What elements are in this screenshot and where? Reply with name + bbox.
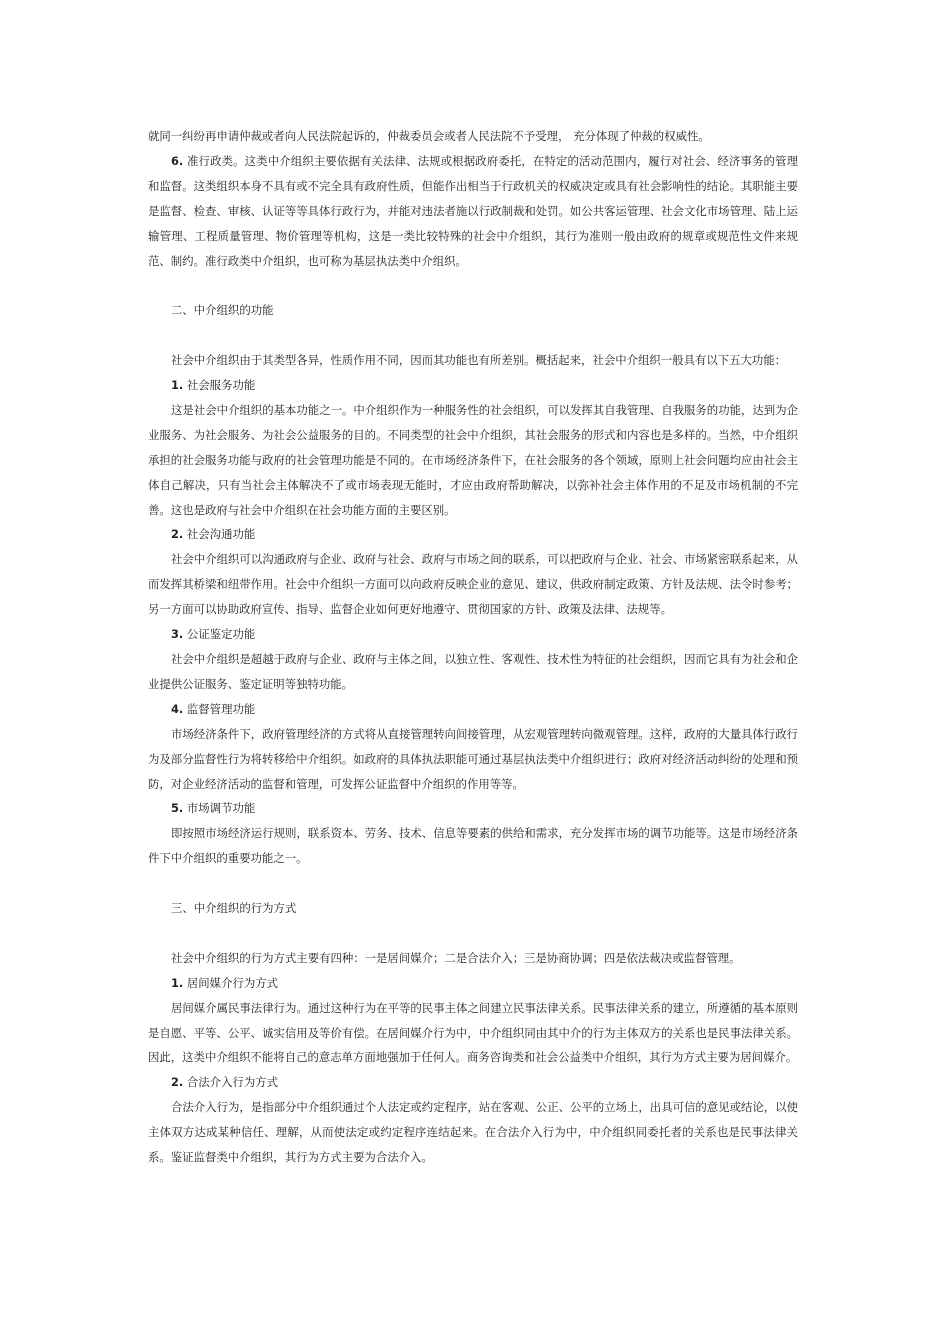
spacer <box>148 323 798 348</box>
paragraph-social-communication: 社会中介组织可以沟通政府与企业、政府与社会、政府与市场之间的联系，可以把政府与企业、社会、市场紧密联系起来，从而发挥其桥梁和纽带作用。社会中介组织一方面可以向政府反映企业的意见、建议，供政府制定政策、方针及法规、法令时参考；另一方面可以协助政府宣传、指导、监督企业如何更好地遵守、贯彻国家的方针、政策及法律、法规等。 <box>148 552 798 617</box>
subheading-text: 社会服务功能 <box>186 378 256 393</box>
item-number: 5. <box>171 801 184 816</box>
item-number: 1. <box>171 975 184 990</box>
subheading-social-communication <box>148 522 798 547</box>
paragraph-market-regulation: 即按照市场经济运行规则，联系资本、劳务、技术、信息等要素的供给和需求，充分发挥市场的调节功能等。这是市场经济条件下中介组织的重要功能之一。 <box>148 826 798 866</box>
paragraph-supervision: 市场经济条件下，政府管理经济的方式将从直接管理转向间接管理，从宏观管理转向微观管理。这样，政府的大量具体行政行为及部分监督性行为将转移给中介组织。如政府的具体执法职能可通过基层执法类中介组织进行；政府对经济活动纠纷的处理和预防，对企业经济活动的监督和管理，可发挥公证监督中介组织的作用等等。 <box>148 726 798 791</box>
spacer <box>148 273 798 298</box>
item-number: 3. <box>171 627 184 642</box>
paragraph-notarization: 社会中介组织是超越于政府与企业、政府与主体之间，以独立性、客观性、技术性为特征的社会组织，因而它具有为社会和企业提供公证服务、鉴定证明等独特功能。 <box>148 652 798 691</box>
item-number: 2. <box>171 1075 184 1090</box>
subheading-text: 市场调节功能 <box>186 801 256 816</box>
subheading-notarization <box>148 622 798 647</box>
item-number: 2. <box>171 527 184 542</box>
subheading-text: 社会沟通功能 <box>186 527 256 542</box>
document-body <box>148 124 798 1170</box>
item-number: 6. <box>171 153 184 168</box>
subheading-text: 公证鉴定功能 <box>186 627 256 642</box>
paragraph-legal-intervention: 合法介入行为，是指部分中介组织通过个人法定或约定程序，站在客观、公正、公平的立场上，出具可信的意见或结论，以使主体双方达成某种信任、理解，从而使法定或约定程序连结起来。在合法介入行为中，中介组织同委托者的关系也是民事法律关系。鉴证监督类中介组织，其行为方式主要为合法介入。 <box>148 1100 798 1165</box>
item-number: 1. <box>171 378 184 393</box>
section-heading-functions: 二、中介组织的功能 <box>171 303 274 318</box>
spacer <box>148 921 798 946</box>
item-number: 4. <box>171 701 184 716</box>
subheading-text: 居间媒介行为方式 <box>186 975 279 990</box>
subheading-market-regulation <box>148 796 798 821</box>
paragraph-social-service: 这是社会中介组织的基本功能之一。中介组织作为一种服务性的社会组织，可以发挥其自我管理、自我服务的功能，达到为企业服务、为社会服务、为社会公益服务的目的。不同类型的社会中介组织，其社会服务的形式和内容也是多样的。当然，中介组织承担的社会服务功能与政府的社会管理功能是不同的。在市场经济条件下，在社会服务的各个领域，原则上社会问题均应由社会主体自己解决，只有当社会主体解决不了或市场表现无能时，才应由政府帮助解决，以弥补社会主体作用的不足及市场机制的不完善。这也是政府与社会中介组织在社会功能方面的主要区别。 <box>148 402 798 517</box>
spacer <box>148 871 798 896</box>
paragraph-quasi-administrative <box>148 149 798 274</box>
paragraph-behavior-intro: 社会中介组织的行为方式主要有四种：一是居间媒介；二是合法介入；三是协商协调；四是依法裁决或监督管理。 <box>171 950 741 965</box>
section-heading-behavior: 三、中介组织的行为方式 <box>171 901 297 916</box>
subheading-text: 监督管理功能 <box>186 701 256 716</box>
subheading-supervision <box>148 697 798 722</box>
subheading-social-service <box>148 373 798 398</box>
paragraph-continuation: 就同一纠纷再申请仲裁或者向人民法院起诉的，仲裁委员会或者人民法院不予受理， 充分体现了仲裁的权威性。 <box>148 129 710 143</box>
subheading-intermediary <box>148 971 798 996</box>
subheading-text: 合法介入行为方式 <box>186 1075 279 1090</box>
paragraph-intermediary: 居间媒介属民事法律行为。通过这种行为在平等的民事主体之间建立民事法律关系。民事法律关系的建立，所遵循的基本原则是自愿、平等、公平、诚实信用及等价有偿。在居间媒介行为中，中介组织同由其中介的行为主体双方的关系也是民事法律关系。因此，这类中介组织不能将自己的意志单方面地强加于任何人。商务咨询类和社会公益类中介组织，其行为方式主要为居间媒介。 <box>148 1000 798 1065</box>
paragraph-text: 准行政类。这类中介组织主要依据有关法律、法规或根据政府委托，在特定的活动范围内，履行对社会、经济事务的管理和监督。这类组织本身不具有或不完全具有政府性质，但能作出相当于行政机关的权威决定或具有社会影响性的结论。其职能主要是监督、检查、审核、认证等等具体行政行为，并能对违法者施以行政制裁和处罚。如公共客运管理、社会文化市场管理、陆上运输管理、工程质量管理、物价管理等机构，这是一类比较特殊的社会中介组织，其行为准则一般由政府的规章或规范性文件来规范、制约。准行政类中介组织，也可称为基层执法类中介组织。 <box>148 153 798 268</box>
subheading-legal-intervention <box>148 1070 798 1095</box>
paragraph-functions-intro: 社会中介组织由于其类型各异，性质作用不同，因而其功能也有所差别。概括起来，社会中介组织一般具有以下五大功能： <box>171 353 787 368</box>
